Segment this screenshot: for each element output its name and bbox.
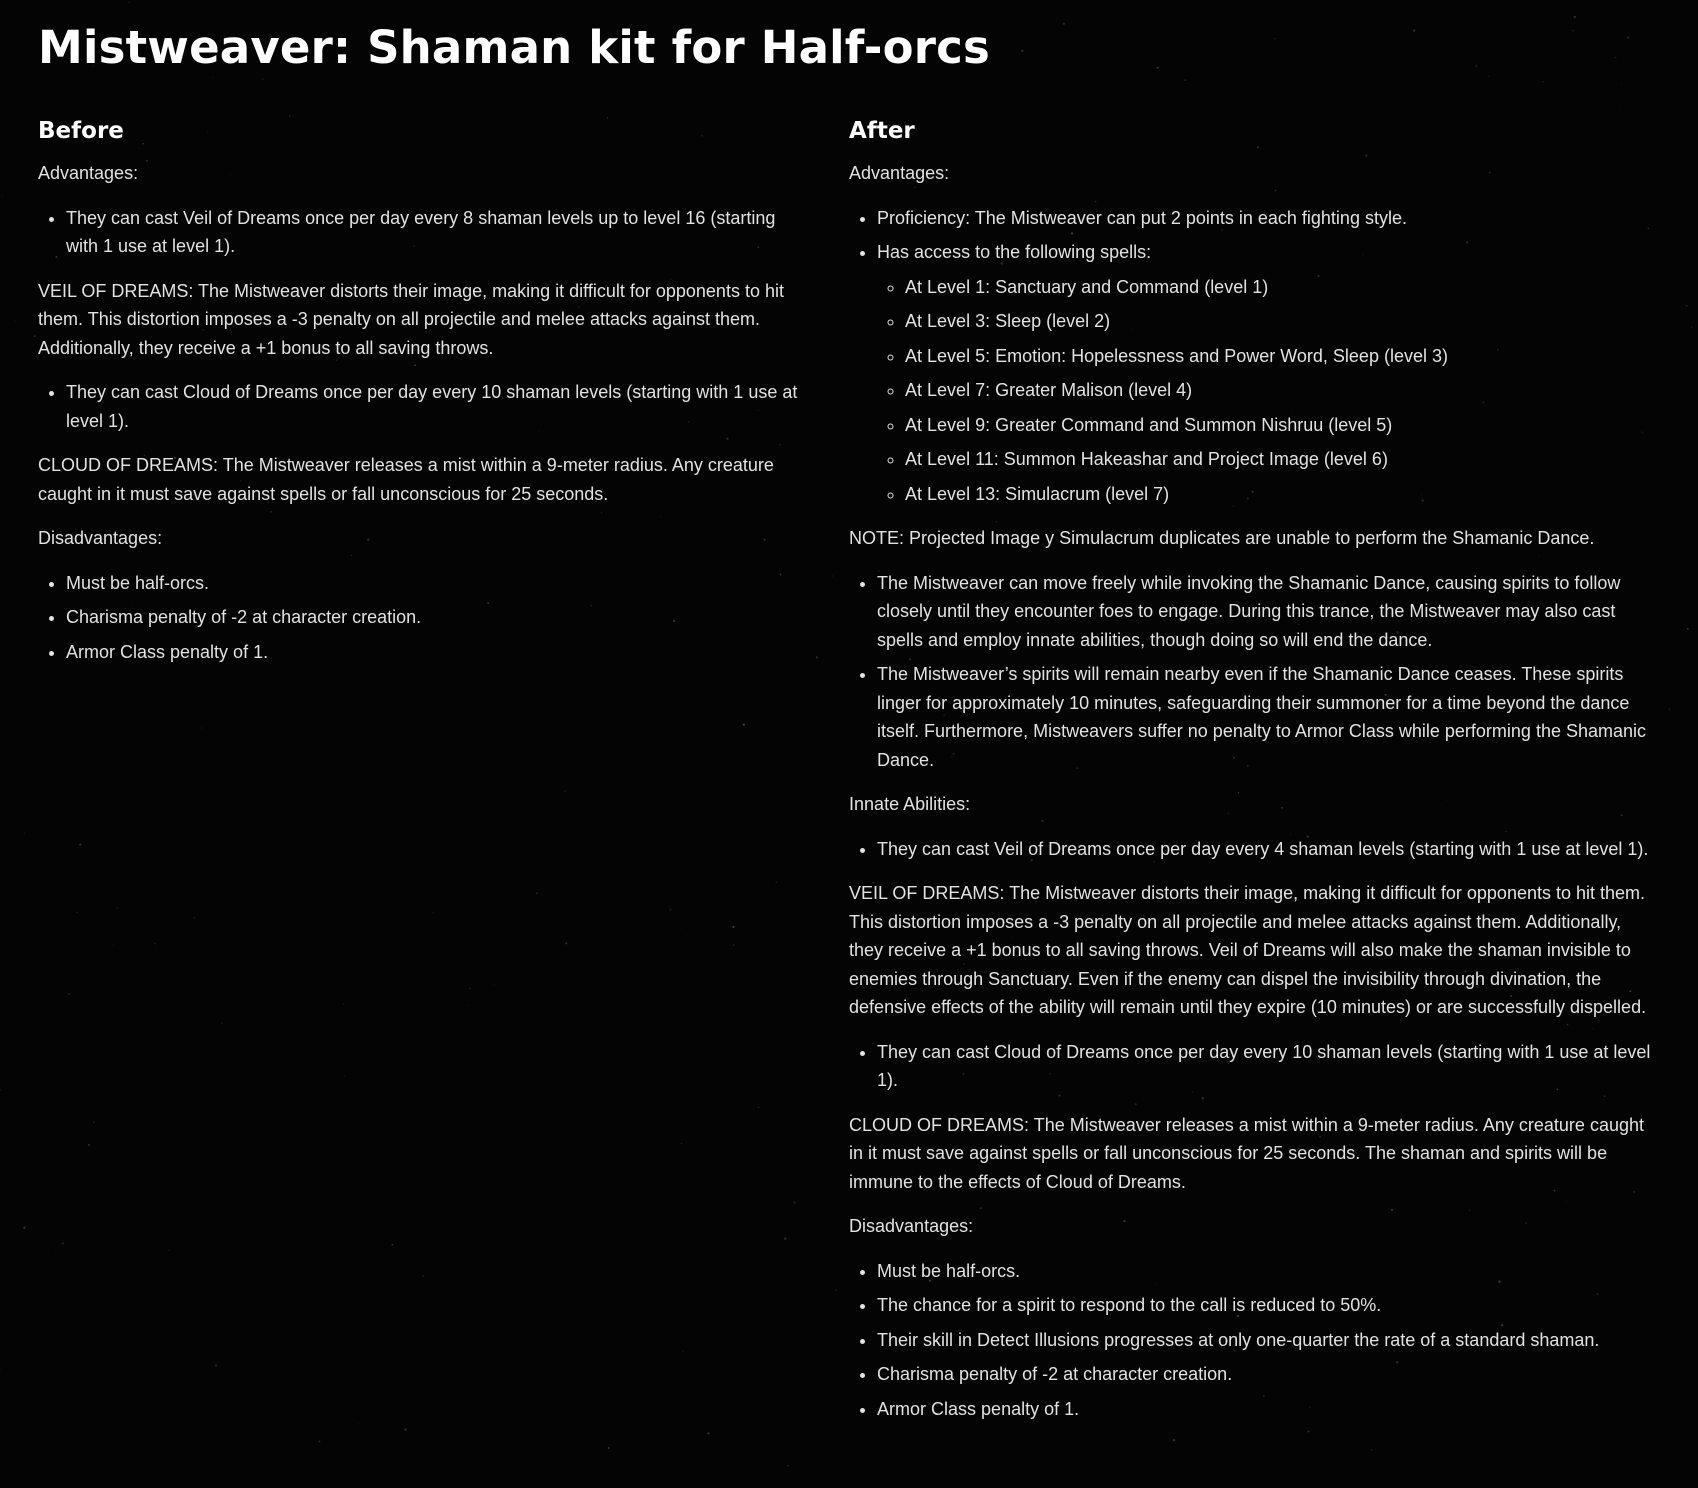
before-veil-list [38,204,808,261]
spell-item: ◦ At Level 9: Greater Command and Summon Nishruu (level 5) [905,411,1660,440]
before-veil-description: VEIL OF DREAMS: The Mistweaver distorts their image, making it difficult for opponents to hit them. This distortion imposes a -3 penalty on all projectile and melee attacks against them. Additionally, they receive a +1 bonus to all saving throws. [38,280,784,358]
list-item: • Armor Class penalty of 1. [66,638,808,667]
before-cloud-description: CLOUD OF DREAMS: The Mistweaver releases a mist within a 9-meter radius. Any creature caught in it must save against spells or fall unconscious for 25 seconds. [38,455,774,504]
after-disadvantages-label: Disadvantages: [849,1216,974,1237]
list-item: • They can cast Cloud of Dreams once per day every 10 shaman levels (starting with 1 use at level 1). [877,1038,1660,1095]
list-item: • Proficiency: The Mistweaver can put 2 points in each fighting style. [877,204,1660,233]
spell-list [877,273,1660,509]
list-item: • Their skill in Detect Illusions progresses at only one-quarter the rate of a standard shaman. [877,1326,1660,1355]
after-cloud-description: CLOUD OF DREAMS: The Mistweaver releases a mist within a 9-meter radius. Any creature caught in it must save against spells or fall unconscious for 25 seconds. The shaman and spirits will be immune to the effects of Cloud of Dreams. [849,1114,1644,1192]
list-item [877,238,1660,508]
after-veil-list [849,835,1660,864]
after-dance-list [849,569,1660,775]
before-advantages-label: Advantages: [38,163,139,184]
list-item: • Charisma penalty of -2 at character creation. [877,1360,1660,1389]
after-innate-label: Innate Abilities: [849,794,971,815]
before-disadvantages-label: Disadvantages: [38,528,163,549]
after-disadvantages-list [849,1257,1660,1424]
list-item: • Armor Class penalty of 1. [877,1395,1660,1424]
spells-intro: Has access to the following spells: [877,242,1152,263]
spell-item: ◦ At Level 13: Simulacrum (level 7) [905,480,1660,509]
spell-item: ◦ At Level 1: Sanctuary and Command (level 1) [905,273,1660,302]
list-item: • The Mistweaver’s spirits will remain nearby even if the Shamanic Dance ceases. These spirits linger for approximately 10 minutes, safeguarding their summoner for a time beyond the dance itself. Furthermore, Mistweavers suffer no penalty to Armor Class while performing the Shamanic Dance. [877,660,1660,774]
after-heading: After [849,117,915,144]
after-note: NOTE: Projected Image y Simulacrum duplicates are unable to perform the Shamanic Dance. [849,528,1595,549]
before-heading: Before [38,117,124,144]
list-item: • The chance for a spirit to respond to the call is reduced to 50%. [877,1291,1660,1320]
list-item: • Must be half-orcs. [877,1257,1660,1286]
list-item: • They can cast Veil of Dreams once per day every 8 shaman levels up to level 16 (starting with 1 use at level 1). [66,204,808,261]
page-title: Mistweaver: Shaman kit for Half-orcs [38,21,991,74]
spell-item: ◦ At Level 11: Summon Hakeashar and Project Image (level 6) [905,445,1660,474]
comparison-columns [38,118,1660,1440]
after-advantages-list [849,204,1660,509]
list-item: • They can cast Cloud of Dreams once per day every 10 shaman levels (starting with 1 use at level 1). [66,378,808,435]
after-veil-description: VEIL OF DREAMS: The Mistweaver distorts their image, making it difficult for opponents to hit them. This distortion imposes a -3 penalty on all projectile and melee attacks against them. Additionally, they receive a +1 bonus to all saving throws. Veil of Dreams will also make the shaman invisible to enemies through Sanctuary. Even if the enemy can dispel the invisibility through divination, the defensive effects of the ability will remain until they expire (10 minutes) or are successfully dispelled. [849,883,1647,1018]
spell-item: ◦ At Level 5: Emotion: Hopelessness and Power Word, Sleep (level 3) [905,342,1660,371]
list-item: • They can cast Veil of Dreams once per day every 4 shaman levels (starting with 1 use at level 1). [877,835,1660,864]
after-column [849,118,1660,1440]
after-cloud-list [849,1038,1660,1095]
spell-item: ◦ At Level 7: Greater Malison (level 4) [905,376,1660,405]
list-item: • Must be half-orcs. [66,569,808,598]
before-cloud-list [38,378,808,435]
list-item: • Charisma penalty of -2 at character creation. [66,603,808,632]
list-item: • The Mistweaver can move freely while invoking the Shamanic Dance, causing spirits to follow closely until they encounter foes to engage. During this trance, the Mistweaver may also cast spells and employ innate abilities, though doing so will end the dance. [877,569,1660,655]
spell-item: ◦ At Level 3: Sleep (level 2) [905,307,1660,336]
before-disadvantages-list [38,569,808,667]
after-advantages-label: Advantages: [849,163,950,184]
before-column [38,118,808,1440]
